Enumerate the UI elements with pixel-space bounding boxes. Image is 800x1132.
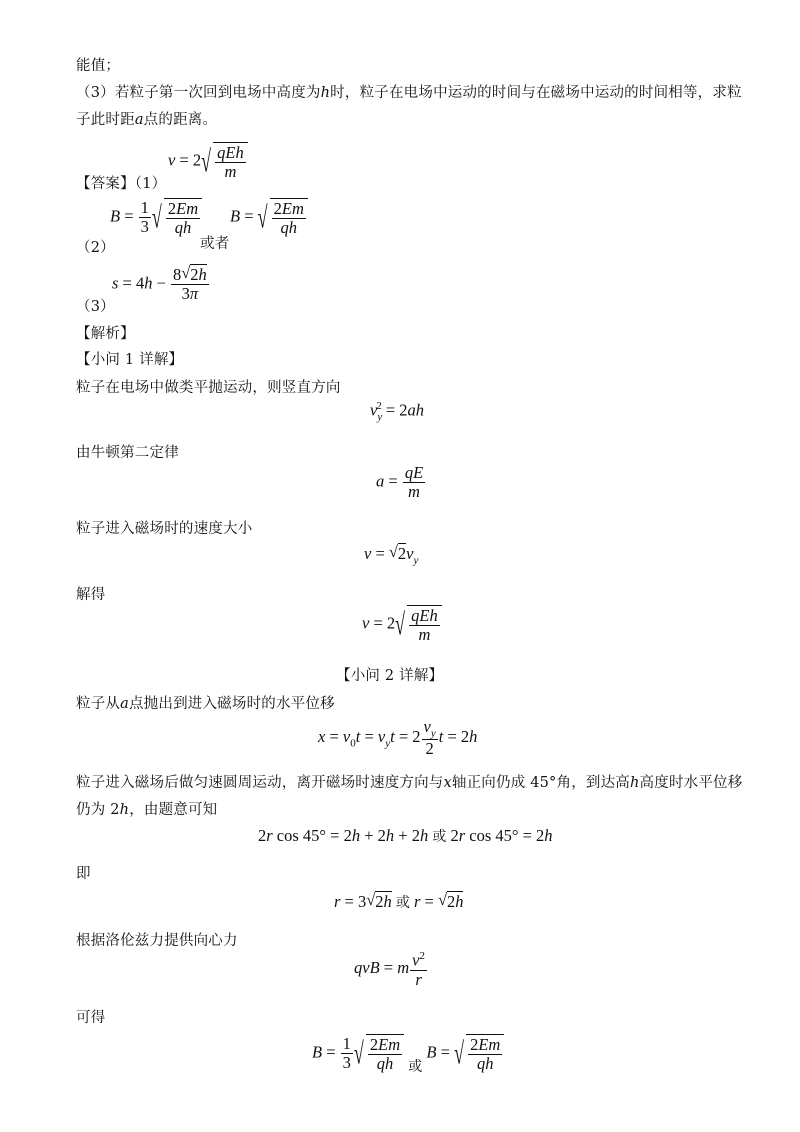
s2-t1-prefix: 粒子从: [76, 696, 121, 712]
s2-t1-suffix: 点抛出到进入磁场时的水平位移: [128, 696, 335, 712]
solution-1-text-3: 粒子进入磁场时的速度大小: [76, 521, 253, 537]
solution-2-text-4: 即: [76, 866, 91, 882]
intro-line: 能值；: [76, 58, 121, 74]
s2-t3-suffix: ，由题意可知: [129, 802, 218, 818]
answer-2-label: （2）: [76, 240, 115, 256]
solution-2-text-6: 可得: [76, 1010, 106, 1026]
or-2: 或: [432, 829, 447, 845]
s2-t2-h: h: [630, 775, 640, 791]
eq-radius: r = 3√ 2h 或 r = √ 2h: [334, 892, 463, 912]
s2-t2-x: x: [443, 775, 452, 791]
s2-t1-a: a: [120, 696, 129, 712]
answer-1-formula: v = 2 √ $\frac{\text{qEh}}{m}$: [168, 142, 248, 181]
solution-2-text-3: [76, 798, 217, 819]
solution-1-text-2: 由牛顿第二定律: [76, 445, 179, 461]
s2-t2-suffix: 高度时水平位移: [639, 775, 743, 791]
q3-h: h: [320, 85, 331, 101]
answer-label: 【答案】（1）: [76, 176, 167, 192]
sub-question-1-heading: 【小问 1 详解】: [76, 352, 184, 368]
answer-2-formula-a: B = $\frac{1}{3}$ √ $\frac{2Em}{qh}$: [110, 198, 202, 237]
eq-vy-squared: $v_y^2 = 2ah$: [370, 400, 425, 423]
answer-3-label: （3）: [76, 299, 115, 315]
q3-cont-a: a: [134, 112, 144, 128]
solution-2-text-5: 根据洛伦兹力提供向心力: [76, 933, 238, 949]
question-3-continuation: [76, 108, 217, 129]
s2-t2-prefix: 粒子进入磁场后做匀速圆周运动，离开磁场时速度方向与: [76, 775, 444, 791]
question-3-line: [76, 81, 742, 102]
solution-2-text-1: [76, 692, 335, 713]
s2-t3-h: h: [119, 802, 130, 818]
q3-cont-prefix: 子此时距: [76, 112, 135, 128]
s2-t2-mid: 轴正向仍成 45°角，到达高: [451, 775, 630, 791]
or-3: 或: [395, 895, 410, 911]
q3-cont-suffix: 点的距离。: [143, 112, 218, 128]
eq-velocity-relation: v = √ $2v_y$: [364, 544, 418, 566]
answer-3-formula: s = 4h − $\frac{8√ 2h}{3\pi}$: [112, 266, 210, 303]
solution-2-text-2: [76, 771, 742, 792]
analysis-heading: 【解析】: [76, 326, 135, 342]
eq-magnetic-field: B = $\frac{1}{3}$ √ $\frac{2Em}{qh}$ $_或$ B = √ $\frac{2Em}{qh}$: [312, 1034, 504, 1073]
eq-lorentz-force: qvB = m $\frac{v^2}{r}$: [354, 950, 425, 989]
sub-question-2-heading: 【小问 2 详解】: [336, 668, 444, 684]
q3-prefix: （3）若粒子第一次回到电场中高度为: [76, 85, 321, 101]
eq-horizontal-displacement: $x = v_0t = v_yt = 2$ $\frac{v_y}{2}$ t = 2h: [318, 717, 478, 759]
eq-acceleration: a = $\frac{qE}{m}$: [376, 463, 424, 502]
or-1: 或者: [200, 236, 230, 252]
solution-1-text-4: 解得: [76, 587, 106, 603]
s2-t3-prefix: 仍为 2: [76, 802, 120, 818]
or-4: 或: [408, 1059, 423, 1076]
answer-2-formula-b: B = √ $\frac{2Em}{qh}$: [230, 198, 308, 237]
eq-geometry: 2r cos 45° = 2h + 2h + 2h 或 2r cos 45° = 2h: [258, 826, 553, 845]
q3-suffix: 时，粒子在电场中运动的时间与在磁场中运动的时间相等，求粒: [330, 85, 742, 101]
eq-velocity-result: v = 2 √ $\frac{\text{qEh}}{m}$: [362, 605, 442, 644]
solution-1-text-1: 粒子在电场中做类平抛运动，则竖直方向: [76, 380, 341, 396]
